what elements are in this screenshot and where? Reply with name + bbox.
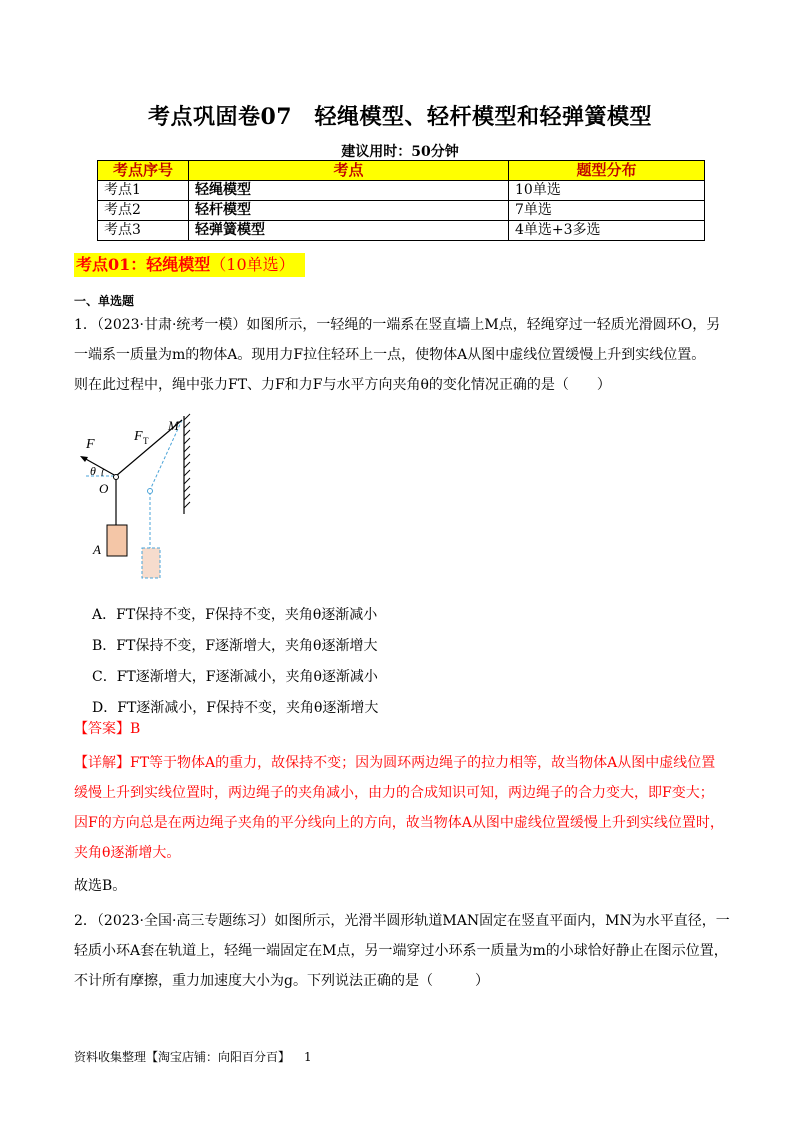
page-footer (74, 1048, 312, 1065)
explanation-line: 【详解】FT等于物体A的重力，故保持不变；因为圆环两边绳子的拉力相等，故当物体A从图中虚线位置 (74, 755, 716, 771)
header-cell: 题型分布 (509, 161, 705, 181)
question-1-line: 1．（2023·甘肃·统考一模）如图所示，一轻绳的一端系在竖直墙上M点，轻绳穿过一轻质光滑圆环O，另 (74, 317, 721, 333)
topic-distribution-table (97, 160, 705, 241)
table-cell: 10单选 (509, 181, 705, 201)
table-cell: 考点2 (98, 201, 189, 221)
question-1-figure (72, 408, 212, 588)
section-main: 考点01：轻绳模型 (76, 255, 211, 274)
dashed-ring (148, 489, 153, 494)
explanation-line: 缓慢上升到实线位置时，两边绳子的夹角减小，由力的合成知识可知，两边绳子的合力变大，即F变大； (74, 785, 714, 801)
table-cell: 考点3 (98, 221, 189, 241)
table-cell: 考点1 (98, 181, 189, 201)
table-cell: 7单选 (509, 201, 705, 221)
table-cell: 4单选+3多选 (509, 221, 705, 241)
block-A (107, 525, 127, 556)
force-arrow (84, 458, 116, 476)
table-row (98, 221, 705, 241)
explanation-line: 因F的方向总是在两边绳子夹角的平分线向上的方向，故当物体A从图中虚线位置缓慢上升到实线位置时， (74, 815, 724, 831)
label-theta: θ (90, 464, 96, 478)
explanation (74, 748, 734, 868)
question-2-line: 不计所有摩擦，重力加速度大小为g。下列说法正确的是（ ） (74, 973, 489, 989)
label-A: A (93, 542, 101, 557)
wall-hatching (184, 414, 190, 508)
table-cell: 轻杆模型 (189, 201, 509, 221)
table-row (98, 201, 705, 221)
header-cell: 考点序号 (98, 161, 189, 181)
page-number: 1 (304, 1050, 312, 1064)
conclusion: 故选B。 (74, 878, 127, 894)
label-M: M (168, 418, 179, 433)
label-F: F (86, 437, 95, 452)
suggested-time: 建议用时：50分钟 (341, 144, 459, 160)
table-cell: 轻绳模型 (189, 181, 509, 201)
option-c: C．FT逐渐增大，F逐渐减小，夹角θ逐渐减小 (92, 669, 378, 685)
section-heading (74, 253, 305, 277)
explanation-line: 夹角θ逐渐增大。 (74, 845, 181, 861)
dashed-block (142, 548, 160, 578)
ring-O (114, 475, 119, 480)
label-O: O (99, 481, 109, 496)
table-cell: 轻弹簧模型 (189, 221, 509, 241)
header-cell: 考点 (189, 161, 509, 181)
option-a: A．FT保持不变，F保持不变，夹角θ逐渐减小 (92, 607, 378, 623)
question-2-line: 轻质小环A套在轨道上，轻绳一端固定在M点，另一端穿过小环系一质量为m的小球恰好静止在图示位置， (74, 943, 728, 959)
question-type-heading: 一、单选题 (74, 294, 135, 308)
angle-arc (102, 469, 104, 476)
question-1-line: 一端系一质量为m的物体A。现用力F拉住轻环上一点，使物体A从图中虚线位置缓慢上升到实线位置。 (74, 347, 706, 363)
option-b: B．FT保持不变，F逐渐增大，夹角θ逐渐增大 (92, 638, 378, 654)
answer-line: 【答案】B (74, 721, 141, 737)
label-FT: F (134, 429, 143, 444)
question-1-options (92, 600, 378, 724)
question-1-stem (74, 310, 734, 400)
label-FT-subscript: T (143, 436, 149, 446)
footer-source: 资料收集整理【淘宝店铺：向阳百分百】 (74, 1050, 291, 1064)
page-title: 考点巩固卷07 轻绳模型、轻杆模型和轻弹簧模型 (147, 104, 653, 130)
section-sub: （10单选） (210, 255, 295, 274)
table-row (98, 181, 705, 201)
question-1-line: 则在此过程中，绳中张力FT、力F和力F与水平方向夹角θ的变化情况正确的是（ ） (74, 377, 611, 393)
question-2-line: 2．（2023·全国·高三专题练习）如图所示，光滑半圆形轨道MAN固定在竖直平面内，MN为水平直径，一 (74, 913, 730, 929)
question-2-stem (74, 906, 734, 996)
table-header-row (98, 161, 705, 181)
option-d: D．FT逐渐减小，F保持不变，夹角θ逐渐增大 (92, 700, 379, 716)
